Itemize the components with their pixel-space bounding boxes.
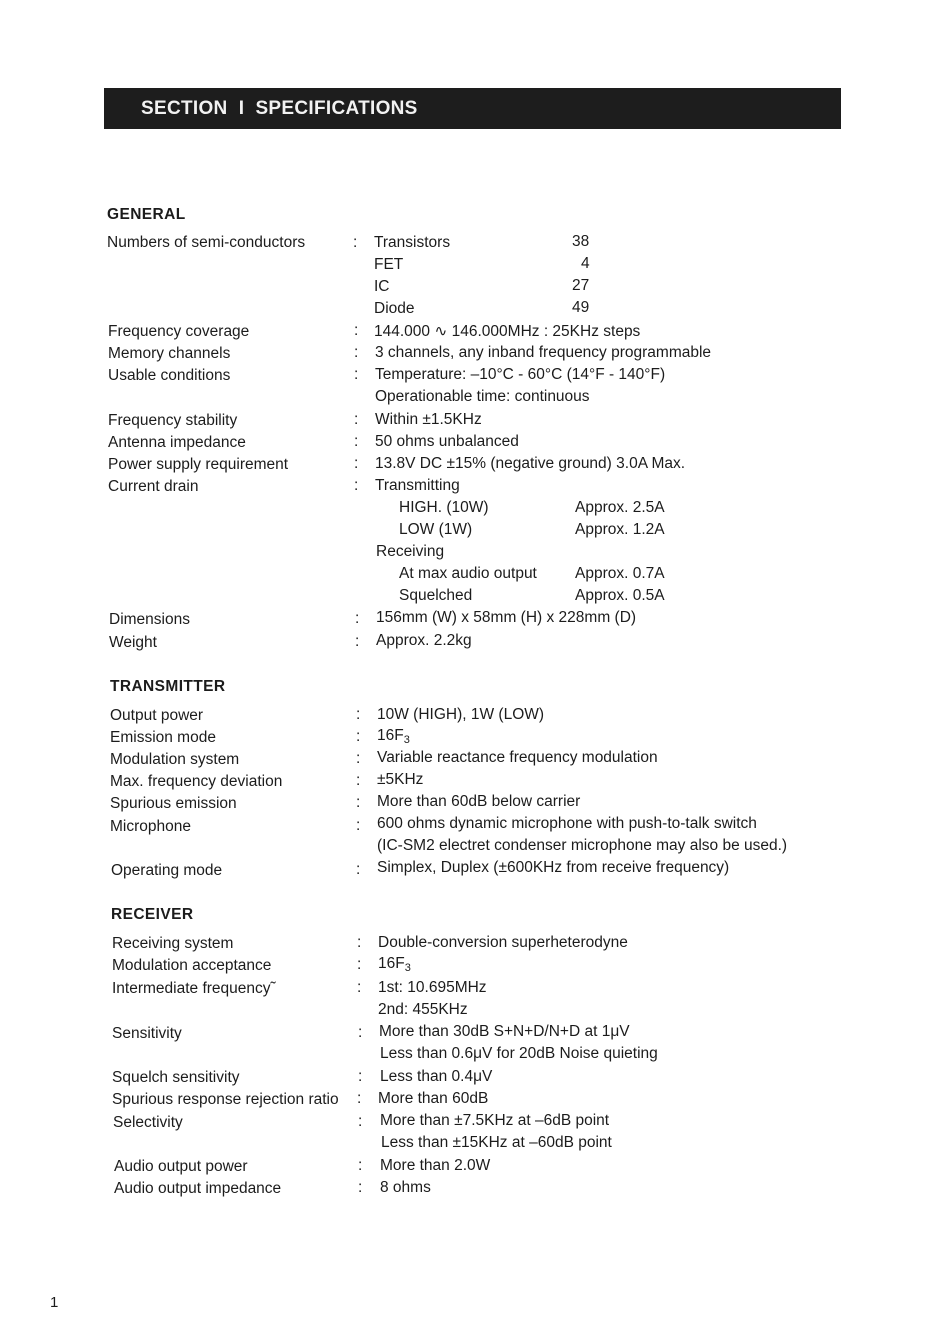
colon: : (358, 1157, 363, 1174)
colon: : (357, 956, 362, 973)
colon: : (358, 1068, 363, 1085)
colon: : (358, 1113, 363, 1130)
dimensions-value: 156mm (W) x 58mm (H) x 228mm (D) (376, 609, 637, 626)
max-audio-label: At max audio output (399, 565, 537, 582)
deviation-value: ±5KHz (377, 771, 424, 788)
sensitivity-label: Sensitivity (112, 1025, 182, 1042)
modulation-value: Variable reactance frequency modulation (377, 749, 658, 766)
colon: : (354, 322, 359, 339)
colon: : (358, 1179, 363, 1196)
mic-value-dynamic: 600 ohms dynamic microphone with push-to-talk switch (377, 815, 757, 832)
rejection-value: More than 60dB (378, 1090, 489, 1107)
sensitivity-value-quieting: Less than 0.6μV for 20dB Noise quieting (380, 1045, 658, 1062)
usable-value-time: Operationable time: continuous (375, 388, 590, 405)
colon: : (356, 772, 361, 789)
audio-imp-label: Audio output impedance (114, 1180, 282, 1197)
system-label: Receiving system (112, 935, 234, 952)
squelched-label: Squelched (399, 587, 473, 604)
low-value: Approx. 1.2A (575, 521, 665, 538)
deviation-label: Max. frequency deviation (110, 773, 283, 790)
current-label: Current drain (108, 478, 199, 495)
audio-imp-value: 8 ohms (380, 1179, 431, 1196)
transmitter-heading: TRANSMITTER (110, 678, 226, 695)
audio-power-label: Audio output power (114, 1158, 248, 1175)
power-supply-value: 13.8V DC ±15% (negative ground) 3.0A Max. (375, 455, 686, 472)
diode-value: 49 (572, 299, 590, 316)
low-label: LOW (1W) (399, 521, 473, 538)
colon: : (354, 344, 359, 361)
selectivity-value-6db: More than ±7.5KHz at –6dB point (380, 1112, 610, 1129)
freq-coverage-label: Frequency coverage (108, 323, 250, 340)
weight-label: Weight (109, 634, 157, 651)
squelched-value: Approx. 0.5A (575, 587, 665, 604)
colon: : (356, 861, 361, 878)
transmitting-label: Transmitting (375, 477, 460, 494)
stability-value: Within ±1.5KHz (375, 411, 482, 428)
diode-label: Diode (374, 300, 415, 317)
memory-label: Memory channels (108, 345, 231, 362)
colon: : (354, 411, 359, 428)
ic-value: 27 (572, 277, 590, 294)
memory-value: 3 channels, any inband frequency programmable (375, 344, 712, 361)
system-value: Double-conversion superheterodyne (378, 934, 628, 951)
dimensions-label: Dimensions (109, 611, 190, 628)
receiver-heading: RECEIVER (111, 906, 194, 923)
colon: : (356, 794, 361, 811)
freq-coverage-value: 144.000 ∿ 146.000MHz : 25KHz steps (374, 323, 641, 340)
mic-label: Microphone (110, 818, 191, 835)
emission-label: Emission mode (110, 729, 216, 746)
fet-value: 4 (581, 255, 590, 272)
acceptance-value (378, 955, 411, 973)
squelch-label: Squelch sensitivity (112, 1069, 240, 1086)
colon: : (354, 477, 359, 494)
colon: : (356, 750, 361, 767)
squelch-value: Less than 0.4μV (380, 1068, 493, 1085)
colon: : (354, 433, 359, 450)
audio-power-value: More than 2.0W (380, 1157, 491, 1174)
colon: : (354, 366, 359, 383)
selectivity-value-60db: Less than ±15KHz at –60dB point (381, 1134, 612, 1151)
high-label: HIGH. (10W) (399, 499, 489, 516)
mode-value: Simplex, Duplex (±600KHz from receive frequency) (377, 859, 730, 876)
colon: : (354, 455, 359, 472)
rejection-label: Spurious response rejection ratio (112, 1091, 339, 1108)
receiving-label: Receiving (376, 543, 445, 560)
acceptance-main: 16F (378, 955, 405, 972)
stability-label: Frequency stability (108, 412, 238, 429)
colon: : (356, 817, 361, 834)
colon: : (356, 706, 361, 723)
emission-subscript: 3 (403, 734, 410, 746)
colon: : (357, 934, 362, 951)
usable-value-temperature: Temperature: –10°C - 60°C (14°F - 140°F) (375, 366, 666, 383)
acceptance-subscript: 3 (404, 962, 411, 974)
power-supply-label: Power supply requirement (108, 456, 289, 473)
modulation-label: Modulation system (110, 751, 240, 768)
sensitivity-value-snd: More than 30dB S+N+D/N+D at 1μV (379, 1023, 630, 1040)
if-value-first: 1st: 10.695MHz (378, 979, 487, 996)
usable-label: Usable conditions (108, 367, 231, 384)
transistors-value: 38 (572, 233, 590, 250)
high-value: Approx. 2.5A (575, 499, 665, 516)
transistors-label: Transistors (374, 234, 451, 251)
output-label: Output power (110, 707, 204, 724)
colon: : (357, 979, 362, 996)
acceptance-label: Modulation acceptance (112, 957, 272, 974)
colon: : (355, 610, 360, 627)
spurious-label: Spurious emission (110, 795, 237, 812)
colon: : (358, 1024, 363, 1041)
general-heading: GENERAL (107, 206, 186, 223)
weight-value: Approx. 2.2kg (376, 632, 472, 649)
mode-label: Operating mode (111, 862, 223, 879)
colon: : (355, 633, 360, 650)
colon: : (356, 728, 361, 745)
colon: : (353, 234, 358, 251)
section-title: SECTION I SPECIFICATIONS (141, 98, 418, 119)
ic-label: IC (374, 278, 390, 295)
section-banner (104, 88, 841, 129)
selectivity-label: Selectivity (113, 1114, 183, 1131)
mic-value-electret: (IC-SM2 electret condenser microphone may also be used.) (377, 837, 788, 854)
antenna-label: Antenna impedance (108, 434, 246, 451)
fet-label: FET (374, 256, 404, 273)
spurious-value: More than 60dB below carrier (377, 793, 581, 810)
colon: : (357, 1090, 362, 1107)
if-label: Intermediate frequency˜ (112, 980, 276, 997)
semiconductors-label: Numbers of semi-conductors (107, 234, 306, 251)
antenna-value: 50 ohms unbalanced (375, 433, 519, 450)
max-audio-value: Approx. 0.7A (575, 565, 665, 582)
page-number: 1 (50, 1294, 59, 1311)
emission-value (377, 727, 410, 745)
emission-main: 16F (377, 727, 404, 744)
output-value: 10W (HIGH), 1W (LOW) (377, 706, 545, 723)
if-value-second: 2nd: 455KHz (378, 1001, 468, 1018)
